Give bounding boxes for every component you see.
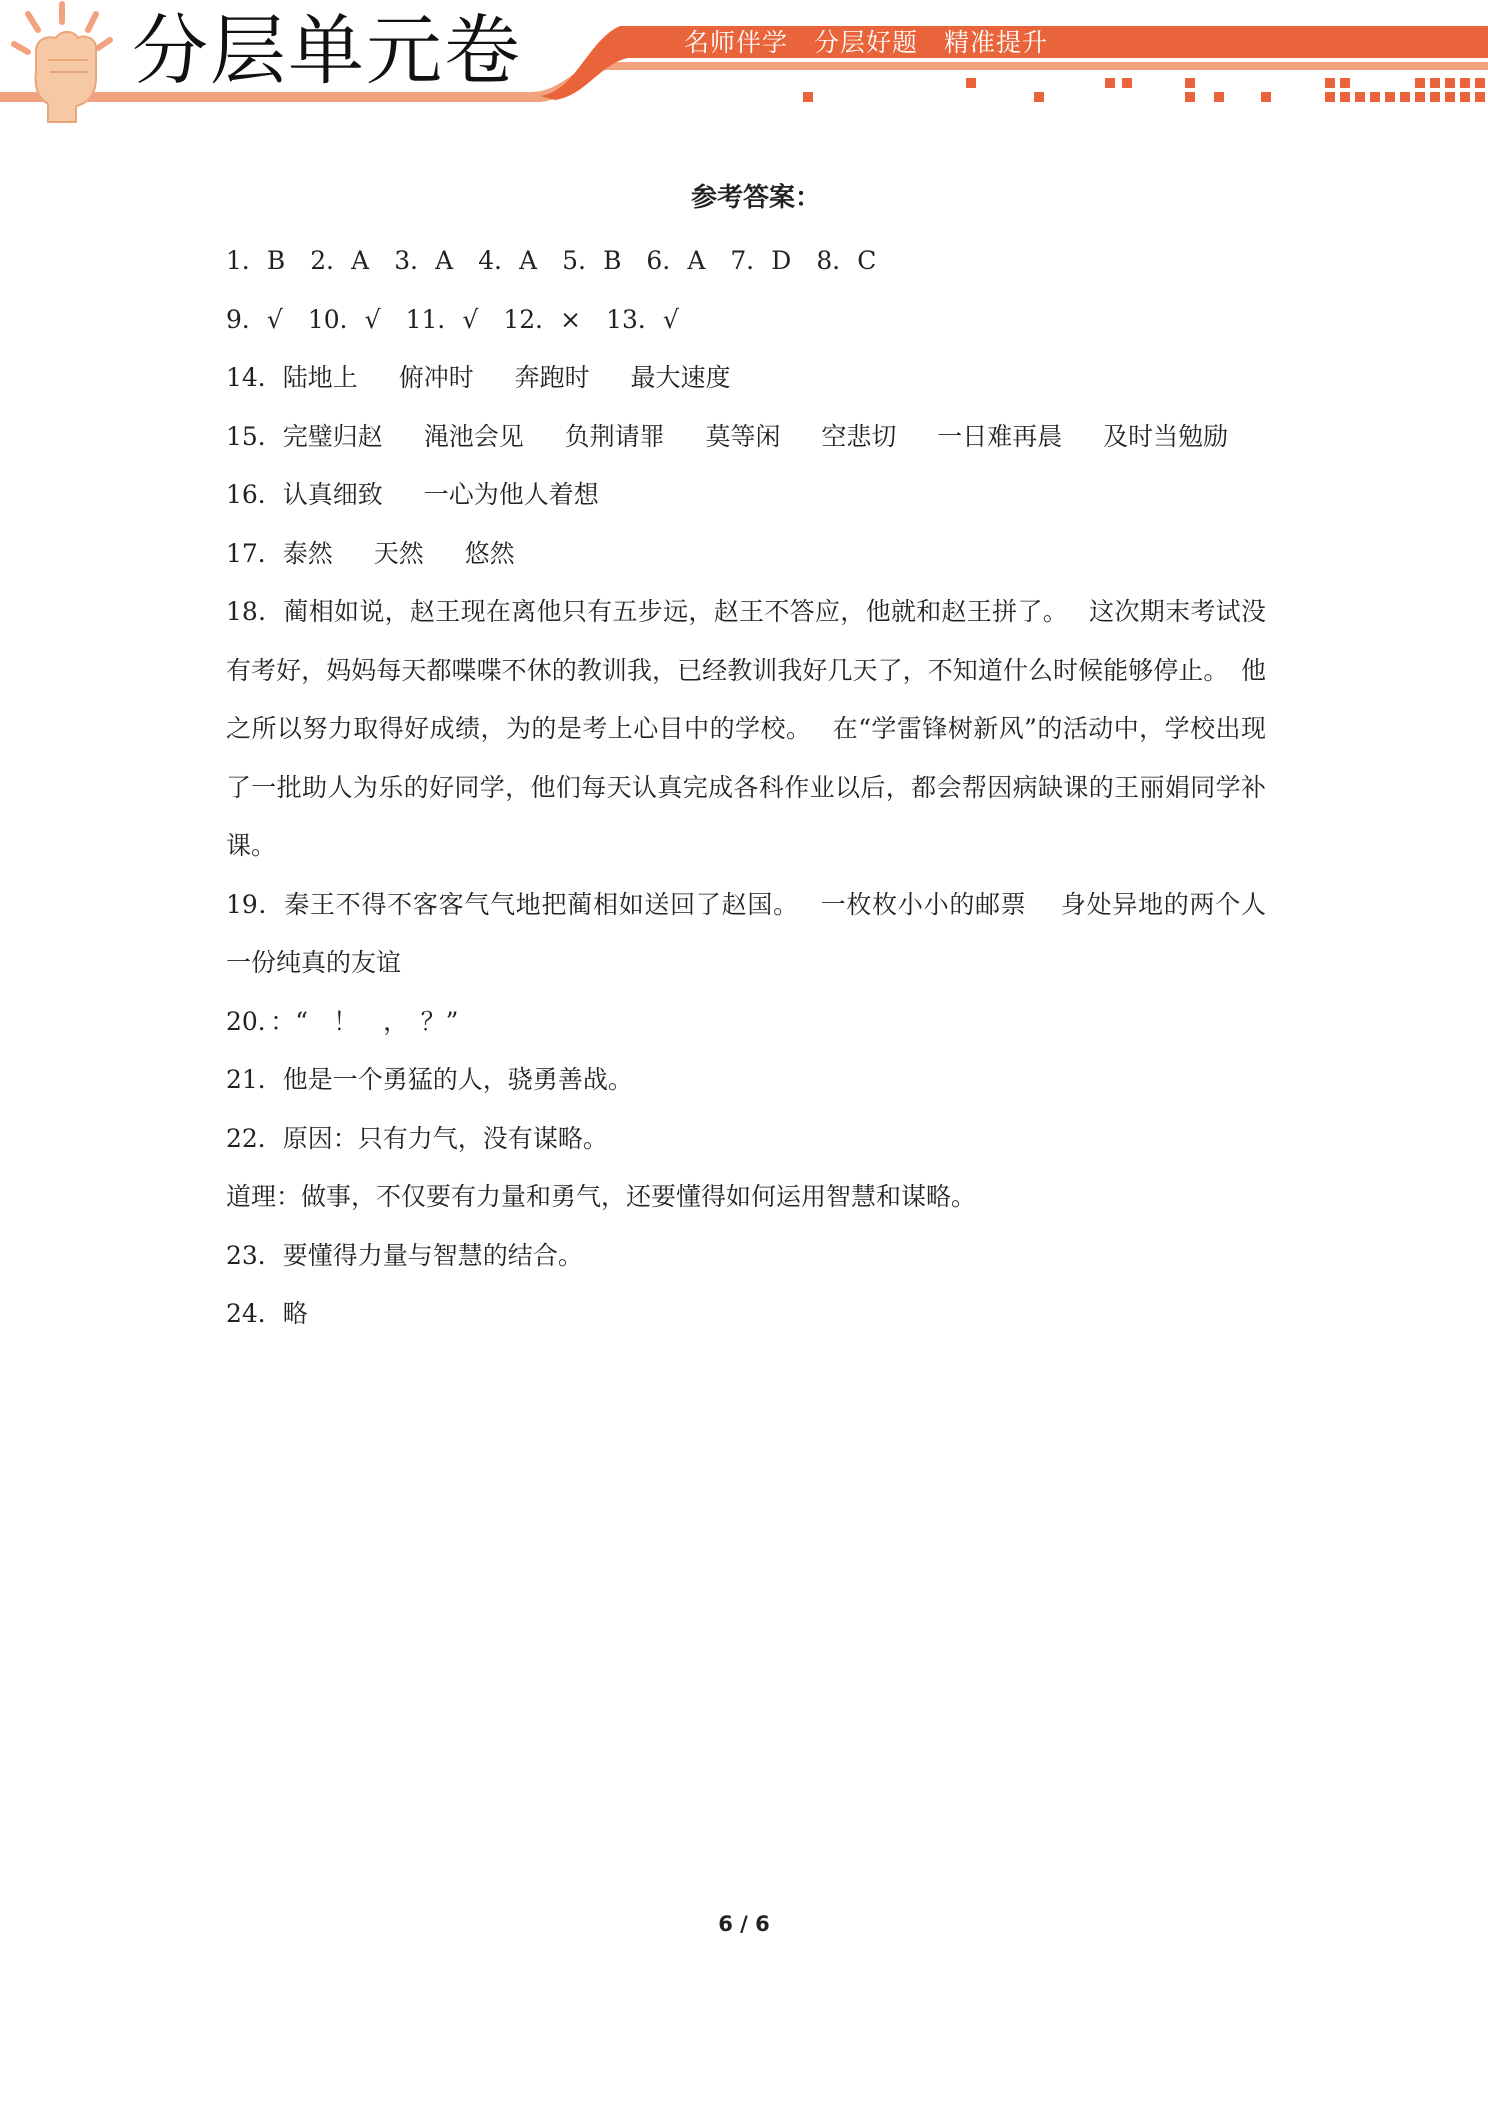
- answer-line: 9．√ 10．√ 11．√ 12．× 13．√: [226, 304, 679, 334]
- fist-icon: [14, 4, 110, 122]
- answer-paragraph-19: 19．秦王不得不客客气气地把蔺相如送回了赵国。 一枚枚小小的邮票 身处异地的两个人 一份纯真的友谊: [226, 889, 1299, 977]
- answer-section: [226, 180, 1299, 1344]
- page-header: [0, 0, 1488, 130]
- answer-line: 24．略: [226, 1299, 308, 1328]
- page-number: 6 / 6: [718, 1912, 770, 1936]
- answer-paragraph-18: 18．蔺相如说，赵王现在离他只有五步远，赵王不答应，他就和赵王拼了。 这次期末考试没有考好，妈妈每天都喋喋不休的教训我，已经教训我好几天了，不知道什么时候能够停止。 他之所以努力取得好成绩，为的是考上心目中的学校。 在“学雷锋树新风”的活动中，学校出现了一批助人为乐的好同学，他们每天认真完成各科作业以后，都会帮因病缺课的王丽娟同学补课。: [226, 597, 1266, 860]
- slogan-item: 分层好题: [814, 28, 919, 57]
- answer-line: 1．B 2．A 3．A 4．A 5．B 6．A 7．D 8．C: [226, 246, 877, 275]
- answer-line: 16．认真细致 一心为他人着想: [226, 480, 599, 509]
- slogan: [684, 26, 1074, 60]
- answers-title: 参考答案：: [690, 183, 821, 213]
- answer-line: 15．完璧归赵 渑池会见 负荆请罪 莫等闲 空悲切 一日难再晨 及时当勉励: [226, 421, 1229, 451]
- answer-line: 17．泰然 天然 悠然: [226, 538, 515, 568]
- answer-line: 22．原因：只有力气，没有谋略。: [226, 1123, 608, 1153]
- answer-line: 23．要懂得力量与智慧的结合。: [226, 1240, 583, 1270]
- answer-line: 道理：做事，不仅要有力量和勇气，还要懂得如何运用智慧和谋略。: [226, 1182, 977, 1211]
- brand-title: 分层单元卷: [132, 6, 522, 95]
- decorative-squares: [803, 78, 1485, 102]
- answer-line: 20．：“ ！ ， ？”: [226, 1006, 459, 1036]
- answer-line: 21．他是一个勇猛的人，骁勇善战。: [226, 1065, 633, 1094]
- slogan-item: 名师伴学: [684, 28, 789, 57]
- answer-line: 14．陆地上 俯冲时 奔跑时 最大速度: [226, 363, 731, 392]
- slogan-item: 精准提升: [944, 28, 1049, 57]
